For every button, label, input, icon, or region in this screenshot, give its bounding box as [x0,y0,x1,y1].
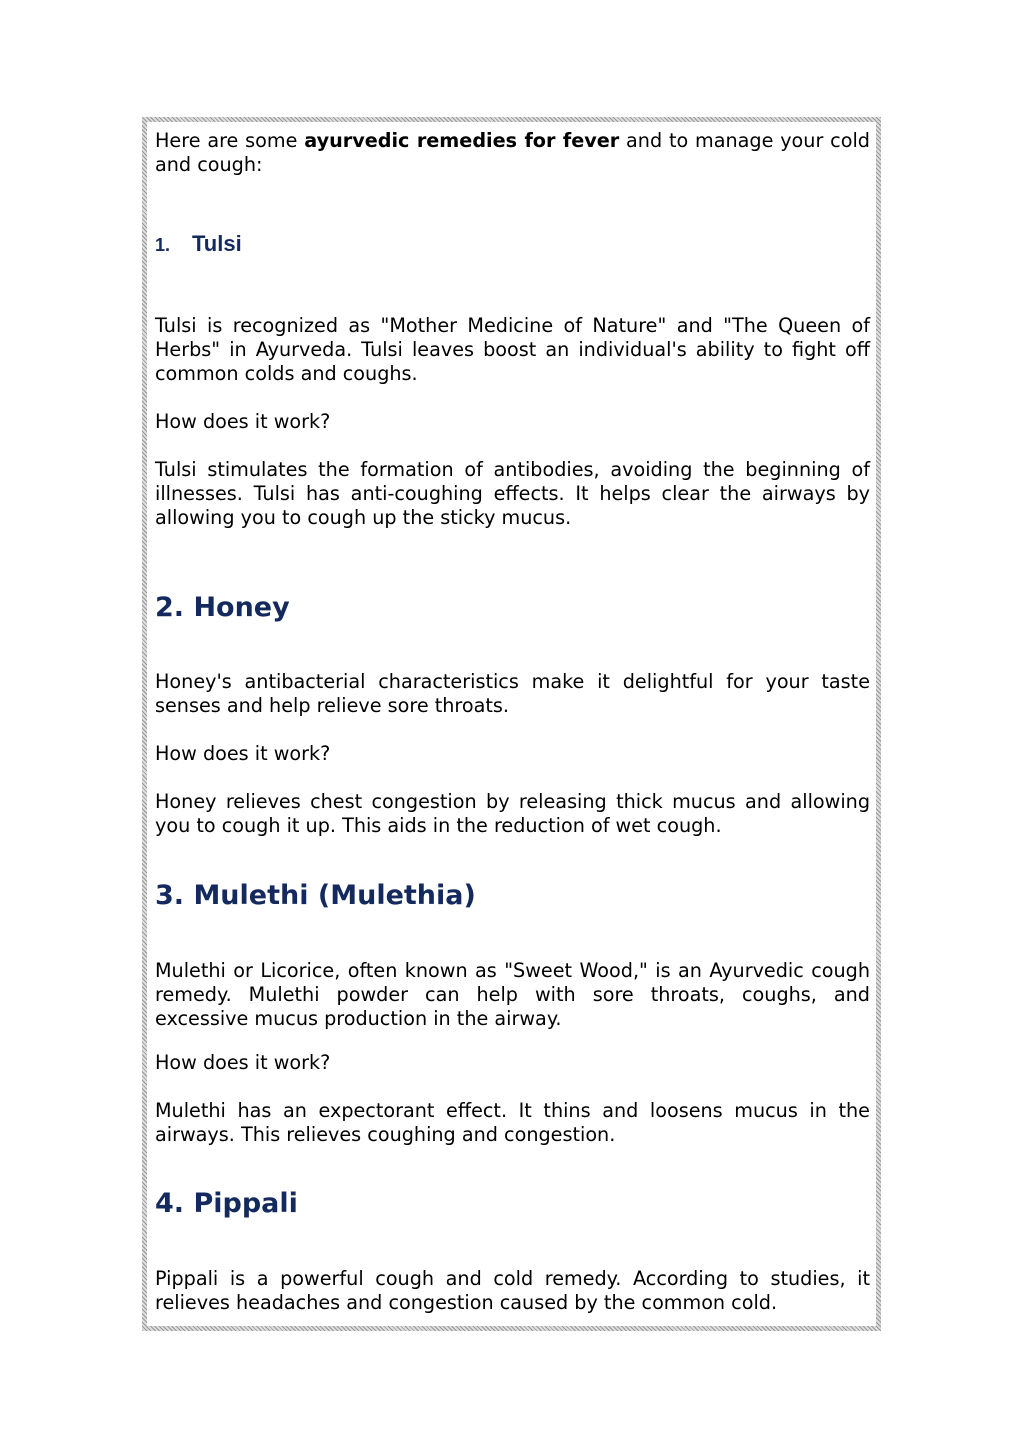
mulethi-description: Mulethi or Licorice, often known as "Sweet Wood," is an Ayurvedic cough remedy. Mulethi powder can help with sore throats, coughs, and excessive mucus production in the airway. [155,959,870,1030]
honey-description: Honey's antibacterial characteristics make it delightful for your taste senses and help relieve sore throats. [155,670,870,717]
heading-tulsi-name: Tulsi [192,231,242,256]
heading-tulsi [155,230,870,259]
intro-text-after: and to manage your cold and cough: [155,129,870,176]
article-body [155,122,870,1326]
honey-answer: Honey relieves chest congestion by releasing thick mucus and allowing you to cough it up. This aids in the reduction of wet cough. [155,790,870,837]
heading-tulsi-number: 1. [155,235,171,255]
intro-text-bold: ayurvedic remedies for fever [304,129,620,152]
honey-question: How does it work? [155,742,331,765]
heading-honey: 2. Honey [155,592,290,623]
mulethi-answer: Mulethi has an expectorant effect. It thins and loosens mucus in the airways. This relieves coughing and congestion. [155,1099,870,1146]
heading-mulethi: 3. Mulethi (Mulethia) [155,880,476,911]
intro-paragraph [155,129,870,177]
tulsi-description: Tulsi is recognized as "Mother Medicine of Nature" and "The Queen of Herbs" in Ayurveda. Tulsi leaves boost an individual's ability to fight off common colds and coughs. [155,314,870,385]
mulethi-question: How does it work? [155,1051,331,1074]
heading-pippali: 4. Pippali [155,1188,298,1219]
tulsi-answer: Tulsi stimulates the formation of antibodies, avoiding the beginning of illnesses. Tulsi has anti-coughing effects. It helps clear the airways by allowing you to cough up the sticky mucus. [155,458,870,529]
tulsi-question: How does it work? [155,410,331,433]
content-frame [142,117,881,1331]
pippali-description: Pippali is a powerful cough and cold remedy. According to studies, it relieves headaches and congestion caused by the common cold. [155,1267,870,1314]
intro-text-before: Here are some [155,129,305,152]
